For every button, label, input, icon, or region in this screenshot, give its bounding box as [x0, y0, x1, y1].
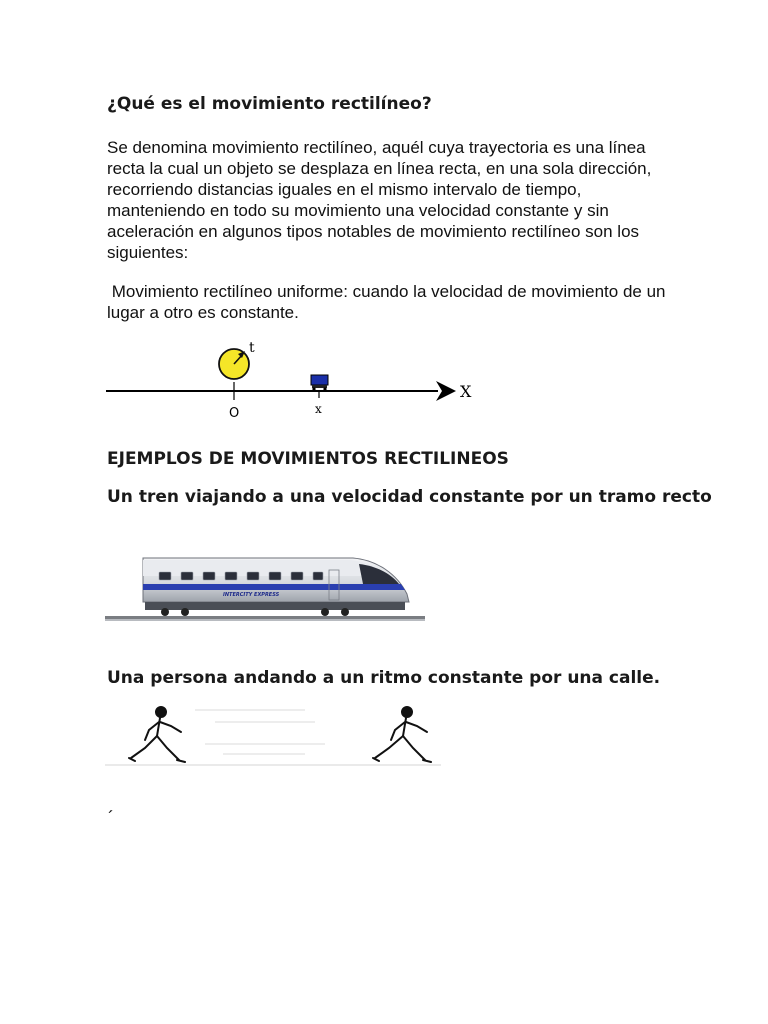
x-axis-arrowhead: [436, 381, 456, 401]
origin-label: O: [229, 406, 240, 421]
example-train-heading: Un tren viajando a una velocidad constante por un tramo recto: [107, 487, 712, 507]
motion-diagram: [100, 332, 490, 427]
position-label: x: [315, 402, 322, 416]
walking-persons-image: [105, 700, 445, 772]
clock-icon: [219, 349, 249, 379]
stray-accent-mark: ´: [108, 808, 114, 828]
x-axis-label: X: [460, 382, 472, 401]
train-image: [105, 550, 425, 632]
train-side-text: INTERCITY EXPRESS: [223, 592, 280, 598]
paragraph-definition: Se denomina movimiento rectilíneo, aquél cuya trayectoria es una línea recta la cual un objeto se desplaza en línea recta, en una sola dirección, recorriendo distancias iguales en el mismo intervalo de tiempo, manteniendo en todo su movimiento una velocidad constante y sin aceleración en algunos tipos notables de movimiento rectilíneo son los siguientes:: [107, 138, 652, 262]
moving-object-icon: [311, 375, 328, 391]
time-label: t: [249, 340, 255, 356]
walker-2-figure: [373, 707, 431, 762]
section-heading-examples: EJEMPLOS DE MOVIMIENTOS RECTILINEOS: [107, 449, 509, 469]
walker-1-figure: [129, 707, 185, 762]
section-heading-question: ¿Qué es el movimiento rectilíneo?: [107, 94, 432, 114]
example-person-heading: Una persona andando a un ritmo constante por una calle.: [107, 668, 661, 688]
paragraph-uniform-motion: Movimiento rectilíneo uniforme: cuando la velocidad de movimiento de un lugar a otro es constante.: [107, 282, 671, 322]
